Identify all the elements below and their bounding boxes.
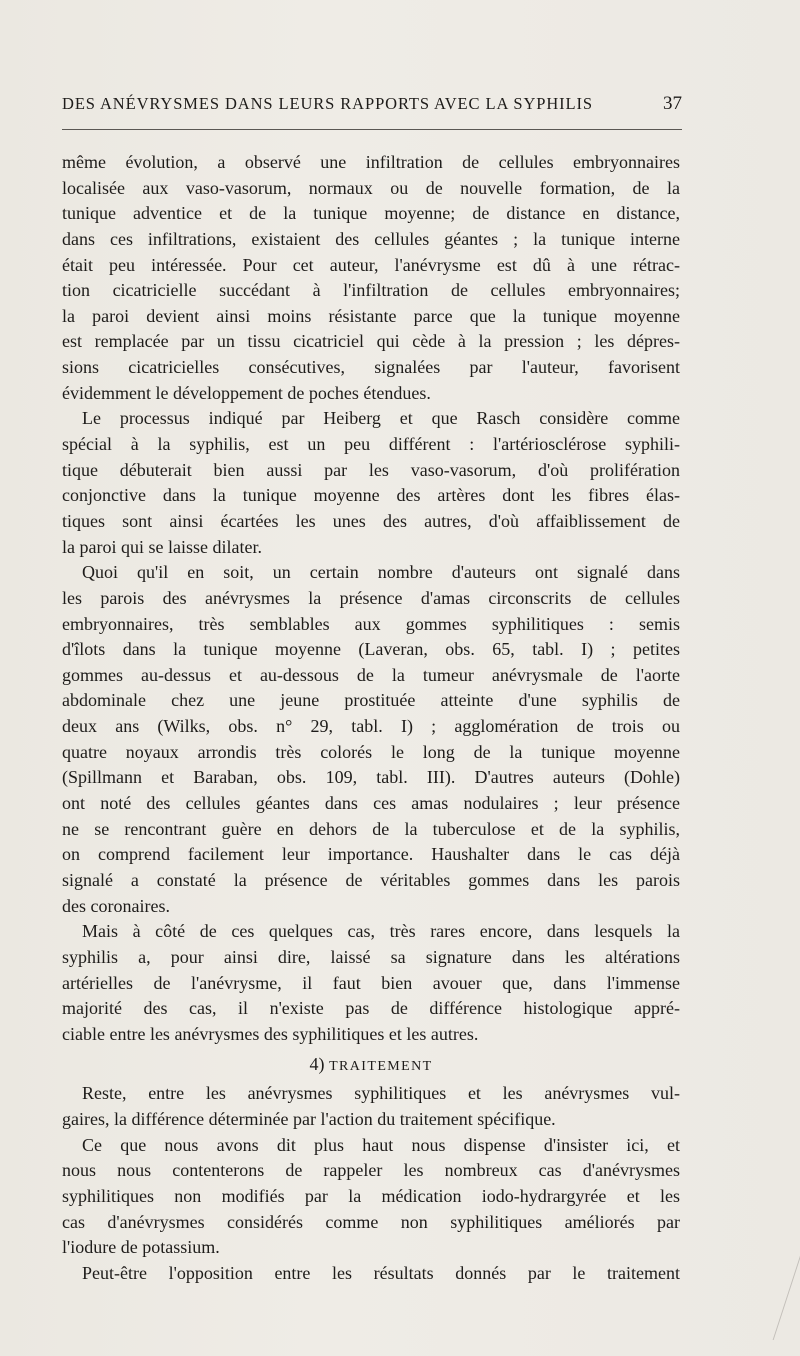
text-line: gommes au-dessus et au-dessous de la tumeur anévrysmale de l'aorte <box>62 664 680 685</box>
page-edge-mark <box>759 1190 800 1340</box>
text-line: tunique adventice et de la tunique moyenne; de distance en distance, <box>62 203 680 224</box>
text-line: Reste, entre les anévrysmes syphilitiques et les anévrysmes vul- <box>82 1083 680 1104</box>
text-line: la paroi devient ainsi moins résistante parce que la tunique moyenne <box>62 305 680 326</box>
text-line: l'iodure de potassium. <box>62 1237 220 1258</box>
text-line: quatre noyaux arrondis très colorés le long de la tunique moyenne <box>62 741 680 762</box>
text-line: ont noté des cellules géantes dans ces amas nodulaires ; leur présence <box>62 793 680 814</box>
text-line: ne se rencontrant guère en dehors de la tuberculose et de la syphilis, <box>62 818 680 839</box>
header-rule <box>62 129 682 130</box>
text-line: tique débuterait bien aussi par les vaso-vasorum, d'où prolifération <box>62 459 680 480</box>
section-number: 4) <box>309 1054 325 1075</box>
text-line: sions cicatricielles consécutives, signalées par l'auteur, favorisent <box>62 357 680 378</box>
text-line: syphilitiques non modifiés par la médication iodo-hydrargyrée et les <box>62 1185 680 1206</box>
text-line: abdominale chez une jeune prostituée atteinte d'une syphilis de <box>62 690 680 711</box>
text-line: tiques sont ainsi écartées les unes des autres, d'où affaiblissement de <box>62 510 680 531</box>
text-line: on comprend facilement leur importance. Haushalter dans le cas déjà <box>62 844 680 865</box>
text-line: localisée aux vaso-vasorum, normaux ou de nouvelle formation, de la <box>62 177 680 198</box>
text-line: (Spillmann et Baraban, obs. 109, tabl. III). D'autres auteurs (Dohle) <box>62 767 680 788</box>
text-line: Ce que nous avons dit plus haut nous dispense d'insister ici, et <box>82 1134 680 1155</box>
text-line: est remplacée par un tissu cicatriciel qui cède à la pression ; les dépres- <box>62 331 680 352</box>
text-line: deux ans (Wilks, obs. n° 29, tabl. I) ; agglomération de trois ou <box>62 716 680 737</box>
text-line: évidemment le développement de poches étendues. <box>62 382 431 403</box>
running-head-title: DES ANÉVRYSMES DANS LEURS RAPPORTS AVEC LA SYPHILIS <box>62 94 594 113</box>
text-line: majorité des cas, il n'existe pas de différence histologique appré- <box>62 998 680 1019</box>
text-line: était peu intéressée. Pour cet auteur, l'anévrysme est dû à une rétrac- <box>62 254 680 275</box>
text-line: nous nous contenterons de rappeler les nombreux cas d'anévrysmes <box>62 1160 680 1181</box>
text-line: cas d'anévrysmes considérés comme non syphilitiques améliorés par <box>62 1211 680 1232</box>
body-text <box>62 150 680 1287</box>
text-line: syphilis a, pour ainsi dire, laissé sa signature dans les altérations <box>62 946 680 967</box>
text-line: conjonctive dans la tunique moyenne des artères dont les fibres élas- <box>62 485 680 506</box>
text-line: signalé a constaté la présence de véritables gommes dans les parois <box>62 869 680 890</box>
text-line: d'îlots dans la tunique moyenne (Laveran, obs. 65, tabl. I) ; petites <box>62 639 680 660</box>
text-line: Peut-être l'opposition entre les résultats donnés par le traitement <box>82 1262 680 1283</box>
text-line: embryonnaires, très semblables aux gommes syphilitiques : semis <box>62 613 680 634</box>
text-line: artérielles de l'anévrysme, il faut bien avouer que, dans l'immense <box>62 972 680 993</box>
section-title: TRAITEMENT <box>329 1059 433 1075</box>
text-line: la paroi qui se laisse dilater. <box>62 536 262 557</box>
running-head <box>62 94 682 118</box>
text-line: spécial à la syphilis, est un peu différent : l'artériosclérose syphili- <box>62 434 680 455</box>
text-line: Le processus indiqué par Heiberg et que Rasch considère comme <box>82 408 680 429</box>
page-number: 37 <box>663 93 682 114</box>
text-line: tion cicatricielle succédant à l'infiltration de cellules embryonnaires; <box>62 280 680 301</box>
text-line: même évolution, a observé une infiltration de cellules embryonnaires <box>62 152 680 172</box>
text-line: Mais à côté de ces quelques cas, très rares encore, dans lesquels la <box>82 921 680 942</box>
text-line: ciable entre les anévrysmes des syphilitiques et les autres. <box>62 1023 479 1044</box>
text-line: des coronaires. <box>62 895 170 916</box>
text-line: Quoi qu'il en soit, un certain nombre d'auteurs ont signalé dans <box>82 562 680 583</box>
text-line: dans ces infiltrations, existaient des cellules géantes ; la tunique interne <box>62 228 680 249</box>
text-line: gaires, la différence déterminée par l'action du traitement spécifique. <box>62 1109 556 1130</box>
section-heading <box>62 1047 680 1081</box>
text-line: les parois des anévrysmes la présence d'amas circonscrits de cellules <box>62 587 680 608</box>
